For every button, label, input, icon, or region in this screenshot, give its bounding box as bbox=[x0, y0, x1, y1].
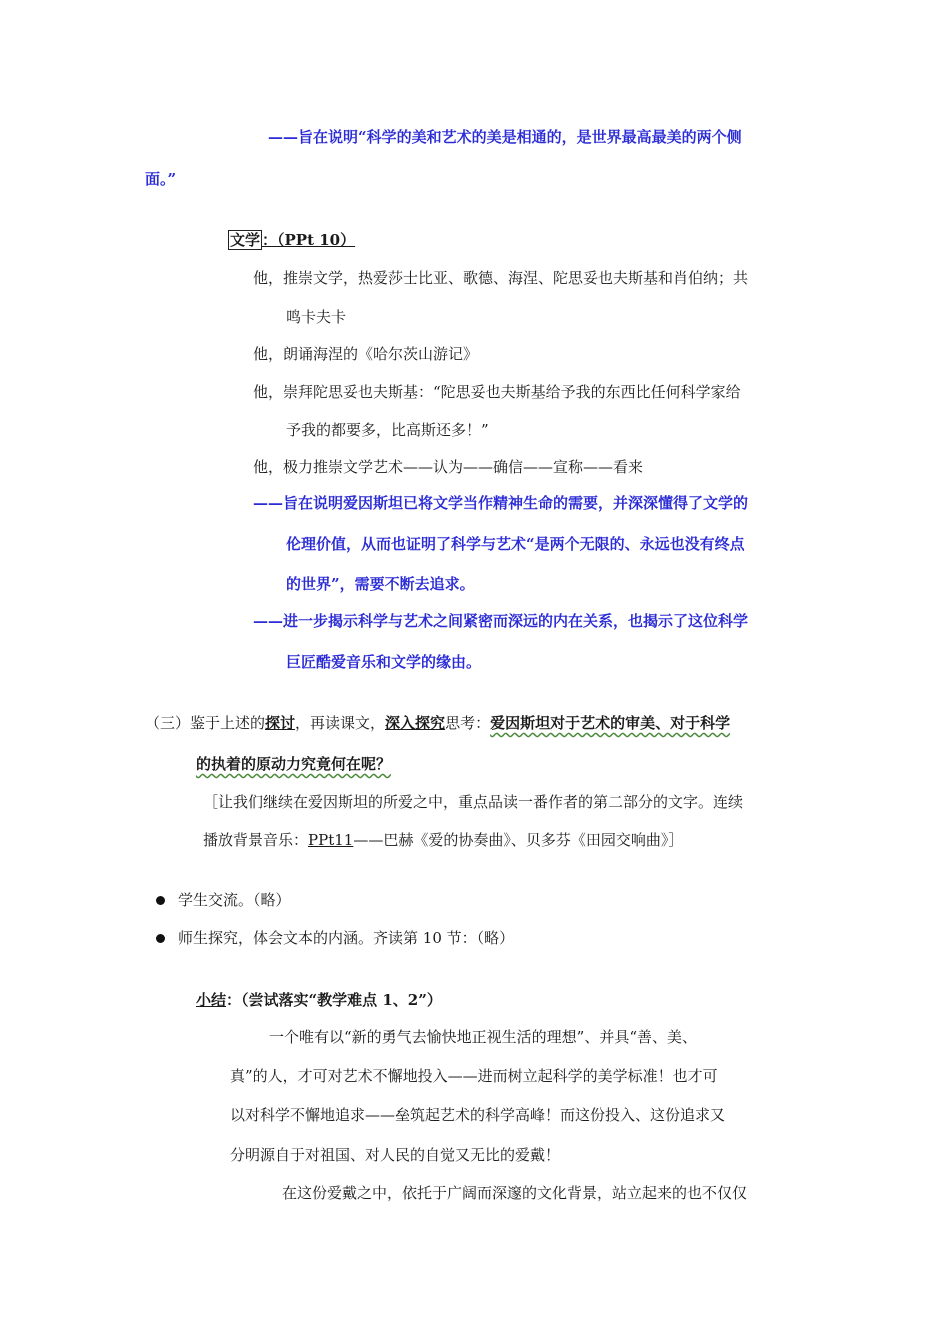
section-3-note-prefix: 播放背景音乐： bbox=[203, 831, 309, 849]
section-3-question-2: 的执着的原动力究竟何在呢？ bbox=[196, 755, 392, 773]
literature-blue-line-4: ——进一步揭示科学与艺术之间紧密而深远的内在关系，也揭示了这位科学 bbox=[253, 612, 749, 630]
summary-heading bbox=[196, 989, 442, 1011]
section-3-note-line-1: ［让我们继续在爱因斯坦的所爱之中，重点品读一番作者的第二部分的文字。连续 bbox=[203, 793, 744, 811]
literature-line-5: 予我的都要多，比高斯还多！” bbox=[286, 421, 489, 439]
literature-line-6: 他，极力推崇文学艺术——认为——确信——宣称——看来 bbox=[253, 458, 644, 476]
bullet-dot-1 bbox=[156, 896, 165, 905]
section-3-prefix: （三）鉴于上述的 bbox=[145, 714, 266, 732]
bullet-item-1: 学生交流。（略） bbox=[178, 891, 291, 909]
blue-statement-line-2: 面。” bbox=[145, 170, 177, 188]
literature-blue-line-3: 的世界”，需要不断去追求。 bbox=[286, 575, 475, 593]
literature-line-3: 他，朗诵海涅的《哈尔茨山游记》 bbox=[253, 345, 479, 363]
section-3-line-1 bbox=[145, 712, 730, 734]
section-3-deep-explore: 深入探究 bbox=[385, 714, 446, 732]
literature-line-1: 他，推崇文学，热爱莎士比亚、歌德、海涅、陀思妥也夫斯基和肖伯纳；共 bbox=[253, 269, 749, 287]
section-3-ppt11: PPt11 bbox=[308, 831, 354, 849]
section-3-line-2 bbox=[196, 753, 391, 775]
section-3-note-music: ——巴赫《爱的协奏曲》、贝多芬《田园交响曲》］ bbox=[353, 831, 684, 849]
summary-heading-label: 小结 bbox=[196, 991, 227, 1009]
summary-line-3: 以对科学不懈地追求——垒筑起艺术的科学高峰！而这份投入、这份追求又 bbox=[230, 1106, 726, 1124]
section-3-question-1: 爱因斯坦对于艺术的审美、对于科学 bbox=[490, 714, 731, 732]
literature-heading bbox=[228, 229, 355, 251]
summary-line-2: 真”的人，才可对艺术不懈地投入——进而树立起科学的美学标准！也才可 bbox=[230, 1067, 718, 1085]
literature-line-4: 他，崇拜陀思妥也夫斯基：“陀思妥也夫斯基给予我的东西比任何科学家给 bbox=[253, 383, 741, 401]
section-3-explore: 探讨 bbox=[265, 714, 296, 732]
summary-heading-rest: ：（尝试落实“教学难点 1、2”） bbox=[226, 991, 442, 1009]
summary-line-4: 分明源自于对祖国、对人民的自觉又无比的爱戴！ bbox=[230, 1146, 561, 1164]
section-3-mid: ，再读课文， bbox=[295, 714, 386, 732]
bullet-item-2: 师生探究，体会文本的内涵。齐读第 10 节：（略） bbox=[178, 929, 515, 947]
section-3-think: 思考： bbox=[445, 714, 491, 732]
literature-ppt-ref: ：（PPt 10） bbox=[262, 231, 356, 249]
literature-heading-label: 文学 bbox=[230, 231, 261, 249]
literature-blue-line-1: ——旨在说明爱因斯坦已将文学当作精神生命的需要，并深深懂得了文学的 bbox=[253, 494, 749, 512]
bullet-dot-2 bbox=[156, 934, 165, 943]
summary-line-5: 在这份爱戴之中，依托于广阔而深邃的文化背景，站立起来的也不仅仅 bbox=[282, 1184, 748, 1202]
literature-blue-line-5: 巨匠酷爱音乐和文学的缘由。 bbox=[286, 653, 482, 671]
literature-line-2: 鸣卡夫卡 bbox=[286, 308, 347, 326]
literature-blue-line-2: 伦理价值，从而也证明了科学与艺术“是两个无限的、永远也没有终点 bbox=[286, 535, 745, 553]
summary-line-1: 一个唯有以“新的勇气去愉快地正视生活的理想”、并具“善、美、 bbox=[269, 1028, 698, 1046]
section-3-note-line-2 bbox=[203, 829, 683, 851]
blue-statement-line-1: ——旨在说明“科学的美和艺术的美是相通的，是世界最高最美的两个侧 bbox=[268, 128, 742, 146]
